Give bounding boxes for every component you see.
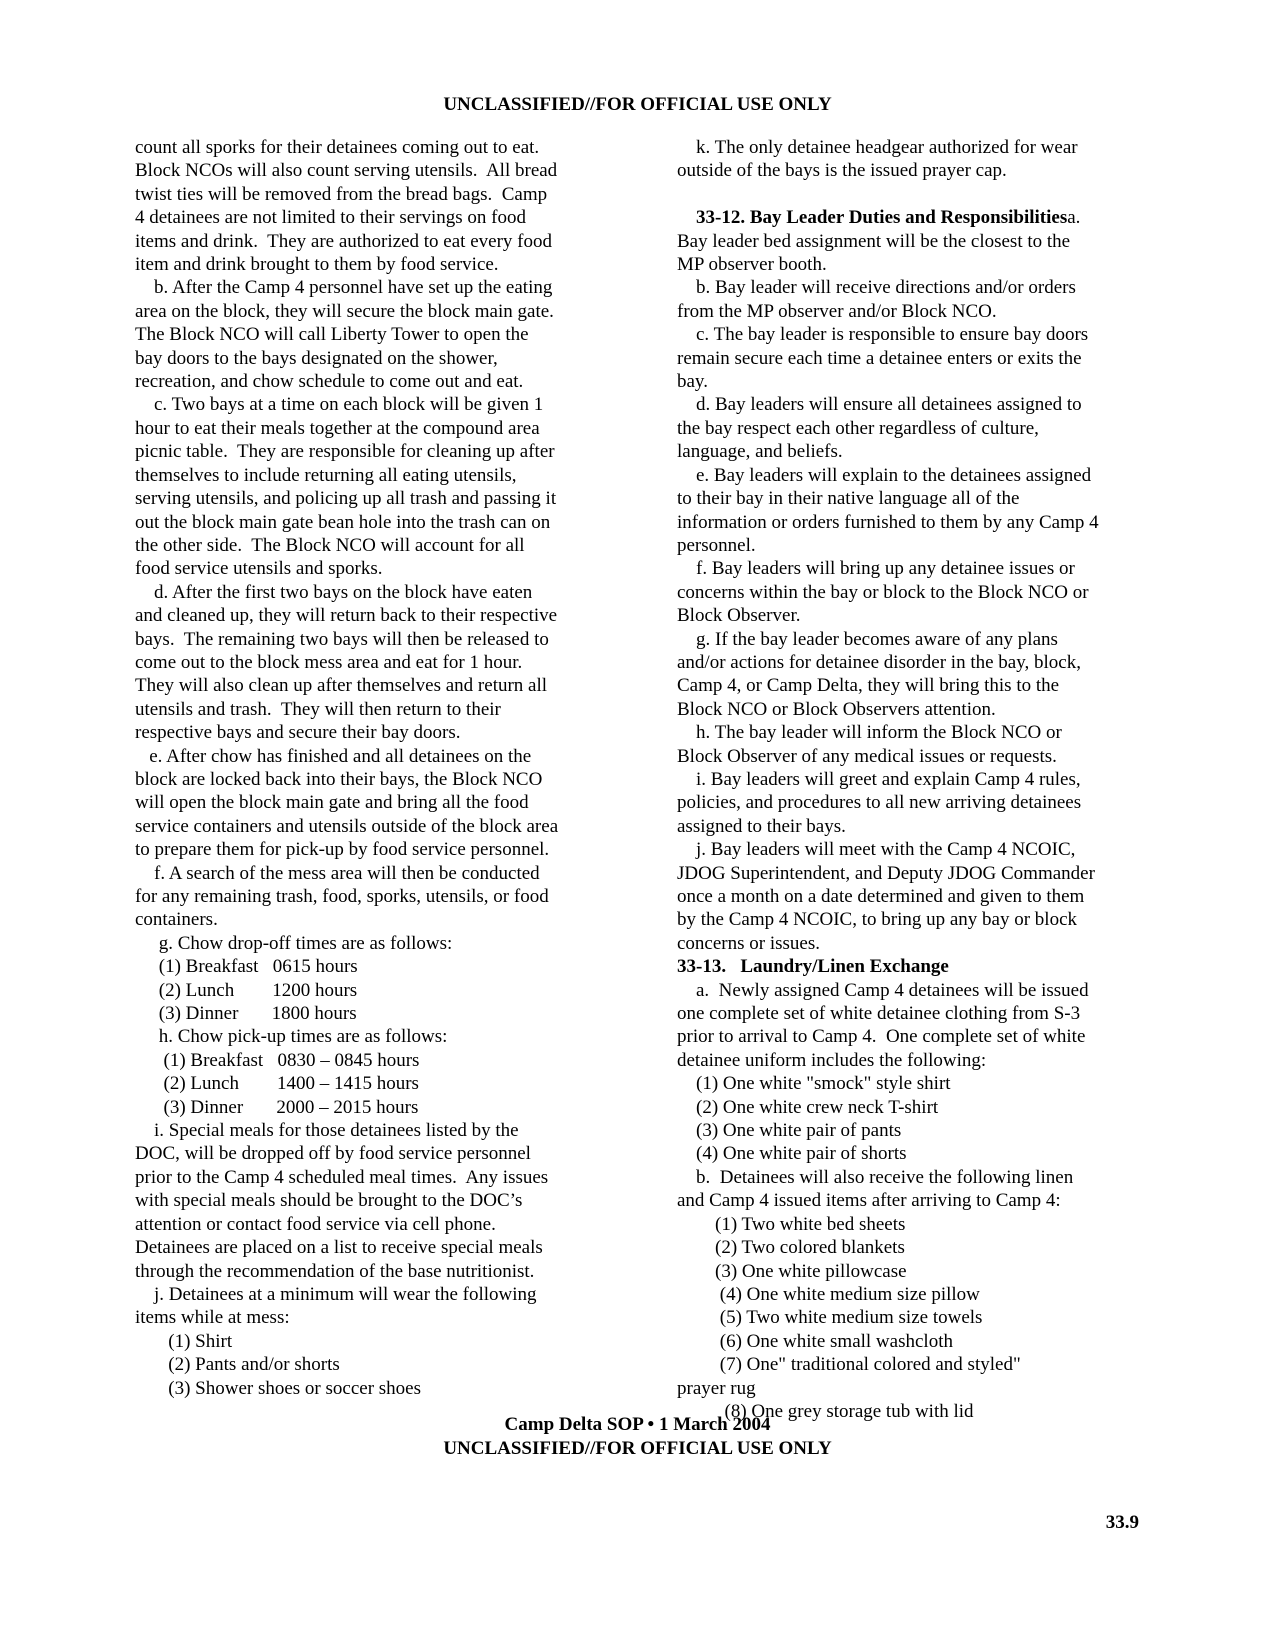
text-line: food service utensils and sporks. [135,558,383,580]
text-line: bays. The remaining two bays will then be released to [135,628,549,650]
text-line: b. Bay leader will receive directions and/or orders [677,277,1076,299]
text-line: assigned to their bays. [677,815,846,837]
text-line: (4) One white medium size pillow [677,1283,980,1305]
text-line: h. Chow pick-up times are as follows: [135,1026,448,1048]
text-line: h. The bay leader will inform the Block NCO or [677,722,1062,744]
text-line: (4) One white pair of shorts [677,1143,907,1165]
text-line: Block NCO or Block Observers attention. [677,698,996,720]
left-column [135,136,615,1400]
text-line [677,955,1157,978]
text-line: (5) Two white medium size towels [677,1307,983,1329]
text-line: a. Newly assigned Camp 4 detainees will be issued [677,979,1089,1001]
text-line: (7) One" traditional colored and styled" [677,1354,1021,1376]
text-line: prior to arrival to Camp 4. One complete set of white [677,1026,1086,1048]
text-line: detainee uniform includes the following: [677,1049,987,1071]
text-line: and Camp 4 issued items after arriving to Camp 4: [677,1190,1061,1212]
text-line: items while at mess: [135,1307,290,1329]
text-line: (1) Two white bed sheets [677,1213,906,1235]
text-line: twist ties will be removed from the bread bags. Camp [135,183,548,205]
text-line: Bay leader bed assignment will be the closest to the [677,230,1071,252]
text-line: once a month on a date determined and given to them [677,886,1085,907]
text-line: Block Observer. [677,605,801,627]
text-line: policies, and procedures to all new arriving detainees [677,792,1082,814]
text-line: (3) Shower shoes or soccer shoes [135,1377,421,1399]
text-line: service containers and utensils outside of the block area [135,815,559,837]
text-line: outside of the bays is the issued prayer cap. [677,160,1007,182]
text-line: concerns or issues. [677,932,820,954]
footer-title: Camp Delta SOP • 1 March 2004 [504,1414,771,1435]
text-line: d. Bay leaders will ensure all detainees assigned to [677,394,1082,416]
text-line: The Block NCO will call Liberty Tower to open the [135,324,529,346]
text-line: f. Bay leaders will bring up any detainee issues or [677,558,1075,580]
page-number: 33.9 [1105,1512,1139,1533]
footer-classification: UNCLASSIFIED//FOR OFFICIAL USE ONLY [443,1438,832,1459]
text-line: (3) One white pair of pants [677,1120,902,1142]
text-line: They will also clean up after themselves and return all [135,675,548,697]
text-line: remain secure each time a detainee enters or exits the [677,347,1082,369]
text-line: language, and beliefs. [677,441,843,463]
text-line: respective bays and secure their bay doors. [135,722,461,744]
text-line: bay. [677,371,708,393]
text-line: information or orders furnished to them by any Camp 4 [677,511,1099,533]
text-line: (1) One white "smock" style shirt [677,1073,951,1095]
text-line: item and drink brought to them by food service. [135,254,499,276]
header-classification: UNCLASSIFIED//FOR OFFICIAL USE ONLY [443,94,832,115]
text-line: and/or actions for detainee disorder in the bay, block, [677,651,1081,673]
text-line: personnel. [677,534,756,556]
text-line: prior to the Camp 4 scheduled meal times. Any issues [135,1166,549,1188]
text-line: will open the block main gate and bring all the food [135,792,529,814]
text-line: (1) Shirt [135,1330,233,1352]
text-line: k. The only detainee headgear authorized for wear [677,137,1078,158]
text-line: come out to the block mess area and eat for 1 hour. [135,651,523,673]
text-line: to their bay in their native language all of the [677,488,1020,510]
text-line: e. Bay leaders will explain to the detainees assigned [677,464,1092,486]
text-line: prayer rug [677,1377,756,1399]
text-line: containers. [135,909,218,931]
text-line: (3) Dinner 2000 – 2015 hours [135,1096,419,1118]
text-line: Detainees are placed on a list to receive special meals [135,1237,543,1259]
text-line: g. Chow drop-off times are as follows: [135,932,453,954]
text-line: (2) Two colored blankets [677,1237,905,1259]
text-line: count all sporks for their detainees coming out to eat. [135,137,540,158]
text-line [677,183,1157,206]
text-line: through the recommendation of the base nutritionist. [135,1260,535,1282]
text-line: Camp 4, or Camp Delta, they will bring this to the [677,675,1060,697]
text-line: for any remaining trash, food, sporks, utensils, or food [135,886,549,907]
text-line: items and drink. They are authorized to eat every food [135,230,552,252]
text-line: j. Detainees at a minimum will wear the following [135,1283,537,1305]
text-line: 4 detainees are not limited to their servings on food [135,207,526,229]
text-line: attention or contact food service via cell phone. [135,1213,496,1235]
text-line: (6) One white small washcloth [677,1330,953,1352]
right-column [677,136,1157,1423]
text-line: DOC, will be dropped off by food service personnel [135,1143,531,1165]
text-line: b. Detainees will also receive the following linen [677,1166,1074,1188]
text-line: (1) Breakfast 0830 – 0845 hours [135,1049,420,1071]
text-line: serving utensils, and policing up all trash and passing it [135,488,557,510]
text-line: block are locked back into their bays, the Block NCO [135,768,543,790]
text-line: (1) Breakfast 0615 hours [135,956,358,978]
text-line: one complete set of white detainee clothing from S-3 [677,1003,1081,1025]
text-line: i. Bay leaders will greet and explain Camp 4 rules, [677,768,1081,790]
section-heading-33-13: 33-13. Laundry/Linen Exchange [677,956,949,978]
text-line: by the Camp 4 NCOIC, to bring up any bay or block [677,909,1078,931]
text-line: from the MP observer and/or Block NCO. [677,300,997,322]
text-line: the other side. The Block NCO will account for all [135,534,525,556]
text-line: hour to eat their meals together at the compound area [135,417,540,439]
text-line: with special meals should be brought to the DOC’s [135,1190,523,1212]
text-line: d. After the first two bays on the block have eaten [135,581,533,603]
section-heading-tail: a. [1067,207,1081,229]
text-line: (8) One grey storage tub with lid [677,1400,974,1422]
text-line: area on the block, they will secure the block main gate. [135,300,554,322]
text-line: c. Two bays at a time on each block will be given 1 [135,394,544,416]
text-line: picnic table. They are responsible for cleaning up after [135,441,555,463]
text-line: c. The bay leader is responsible to ensure bay doors [677,324,1089,346]
text-line: Block NCOs will also count serving utensils. All bread [135,160,558,182]
text-line [677,206,1157,229]
text-line: to prepare them for pick-up by food service personnel. [135,839,550,861]
section-heading-33-12: 33-12. Bay Leader Duties and Responsibilities [677,207,1068,229]
text-line: (3) Dinner 1800 hours [135,1003,357,1025]
text-line: i. Special meals for those detainees listed by the [135,1120,519,1142]
text-line: b. After the Camp 4 personnel have set up the eating [135,277,553,299]
text-line: JDOG Superintendent, and Deputy JDOG Commander [677,862,1095,884]
text-line: and cleaned up, they will return back to their respective [135,605,558,627]
text-line: j. Bay leaders will meet with the Camp 4 NCOIC, [677,839,1076,861]
text-line: recreation, and chow schedule to come out and eat. [135,371,524,393]
text-line: utensils and trash. They will then return to their [135,698,501,720]
text-line: out the block main gate bean hole into the trash can on [135,511,551,533]
text-line: (2) Lunch 1400 – 1415 hours [135,1073,419,1095]
text-line: (2) One white crew neck T-shirt [677,1096,939,1118]
text-line: e. After chow has finished and all detainees on the [135,745,532,767]
text-line: the bay respect each other regardless of culture, [677,417,1039,439]
text-line: f. A search of the mess area will then be conducted [135,862,540,884]
text-line: (2) Pants and/or shorts [135,1354,340,1376]
text-line: g. If the bay leader becomes aware of any plans [677,628,1058,650]
text-line: concerns within the bay or block to the Block NCO or [677,581,1089,603]
text-line: Block Observer of any medical issues or requests. [677,745,1057,767]
text-line: MP observer booth. [677,254,827,276]
text-line: (2) Lunch 1200 hours [135,979,358,1001]
text-line: (3) One white pillowcase [677,1260,907,1282]
text-line: themselves to include returning all eating utensils, [135,464,517,486]
text-line: bay doors to the bays designated on the shower, [135,347,498,369]
